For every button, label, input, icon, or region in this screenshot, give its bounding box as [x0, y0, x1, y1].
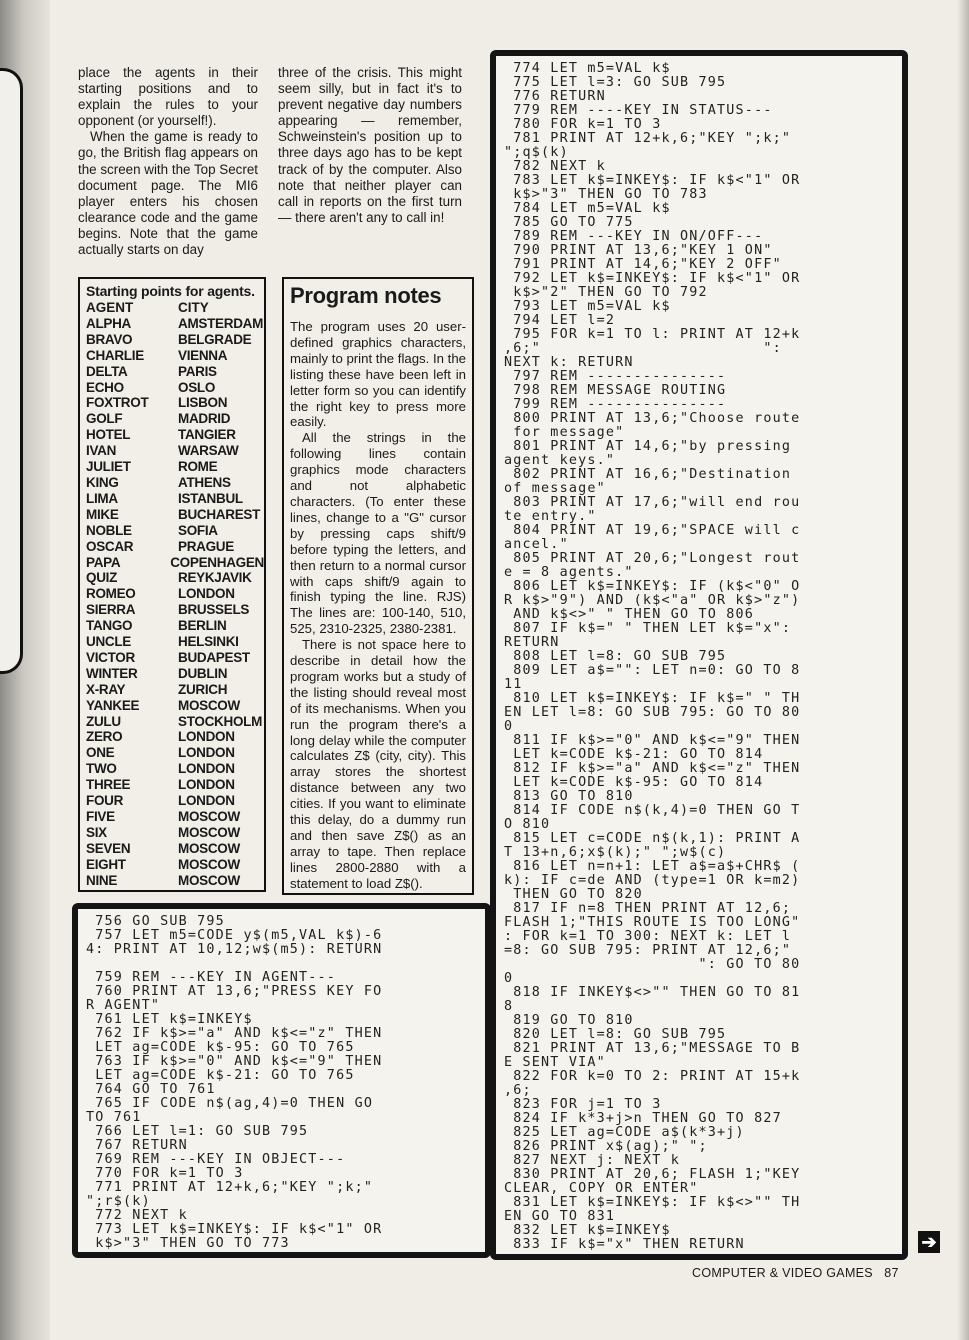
agent-city: TANGIER	[178, 427, 236, 443]
agent-city: HELSINKI	[178, 634, 239, 650]
agent-row	[86, 714, 264, 730]
agent-name: ROMEO	[86, 586, 136, 602]
agent-city: BERLIN	[178, 618, 227, 634]
agent-row	[86, 555, 264, 571]
agent-row	[86, 570, 264, 586]
agent-city: LONDON	[178, 761, 235, 777]
agent-city: COPENHAGEN	[170, 554, 264, 570]
agent-city: PRAGUE	[178, 538, 234, 554]
agent-row	[86, 523, 264, 539]
agent-row	[86, 682, 264, 698]
agent-row	[86, 348, 264, 364]
intro-column-1	[78, 65, 258, 258]
agent-row	[86, 316, 264, 332]
agent-city: SOFIA	[178, 522, 218, 538]
agent-row	[86, 459, 264, 475]
agents-table-body	[86, 316, 264, 889]
agent-name: SIERRA	[86, 602, 136, 618]
agent-name: HOTEL	[86, 427, 131, 443]
agent-name: IVAN	[86, 443, 117, 459]
previous-page-edge	[0, 68, 23, 674]
agent-city: MOSCOW	[178, 872, 240, 888]
program-notes-title: Program notes	[290, 283, 442, 308]
agent-city: LONDON	[178, 745, 235, 761]
agent-name: EIGHT	[86, 856, 126, 872]
agent-name: TWO	[86, 761, 117, 777]
agent-name: ZERO	[86, 729, 123, 745]
agent-name: BRAVO	[86, 331, 133, 347]
agent-column-header: AGENT	[86, 300, 134, 315]
agent-name: FOXTROT	[86, 395, 149, 411]
notes-paragraph: The program uses 20 user-defined graphics characters, mainly to print the flags. In the listing these have been left in letter form so you can identify the right key to press more easily.	[290, 319, 466, 430]
agent-name: NOBLE	[86, 522, 132, 538]
agent-city: BUDAPEST	[178, 649, 250, 665]
agent-name: ZULU	[86, 713, 121, 729]
agent-row	[86, 618, 264, 634]
agents-table	[78, 277, 266, 892]
agent-city: LONDON	[178, 586, 235, 602]
agent-city: BRUSSELS	[178, 602, 250, 618]
agent-name: FOUR	[86, 793, 124, 809]
notes-paragraph: All the strings in the following lines contain graphics mode characters and not alphabetic characters. (To enter these lines, change to a "G" cursor by pressing caps shift/9 before typing the letters, and then return to a normal cursor with caps shift/9 again to finish typing the line. RJS) The lines are: 100-140, 510, 525, 2310-2325, 2380-2381.	[290, 430, 466, 637]
agent-row	[86, 427, 264, 443]
agent-name: OSCAR	[86, 538, 134, 554]
agent-name: ECHO	[86, 379, 124, 395]
agent-row	[86, 602, 264, 618]
page-footer	[692, 1266, 899, 1280]
page-number: 87	[884, 1266, 899, 1280]
agent-name: QUIZ	[86, 570, 118, 586]
agent-city: VIENNA	[178, 347, 228, 363]
agent-row	[86, 809, 264, 825]
agent-name: VICTOR	[86, 649, 135, 665]
agent-city: BUCHAREST	[178, 506, 261, 522]
agent-row	[86, 761, 264, 777]
agent-row	[86, 666, 264, 682]
agent-city: ZURICH	[178, 681, 228, 697]
agent-city: MOSCOW	[178, 840, 240, 856]
agent-city: ISTANBUL	[178, 490, 243, 506]
agent-city: ROME	[178, 459, 218, 475]
agent-city: LONDON	[178, 793, 235, 809]
agent-row	[86, 698, 264, 714]
agent-name: ALPHA	[86, 315, 131, 331]
agent-name: CHARLIE	[86, 347, 144, 363]
listing-code: 756 GO SUB 795 757 LET m5=CODE y$(m5,VAL k$)-6 4: PRINT AT 10,12;w$(m5): RETURN 759 REM ---KEY IN AGENT--- 760 PRINT AT 13,6;"PRESS KEY FO R AGENT" 761 LET k$=INKEY$ 762 IF k$>="a" AND k$<="z" THEN LET ag=CODE k$-95: GO TO 765 763 IF k$>="0" AND k$<="9" THEN LET ag=CODE k$-21: GO TO 765 764 GO TO 761 765 IF CODE n$(ag,4)=0 THEN GO TO 761 766 LET l=1: GO SUB 795 767 RETURN 769 REM ---KEY IN OBJECT--- 770 FOR k=1 TO 3 771 PRINT AT 12+k,6;"KEY ";k;" ";r$(k) 772 NEXT k 773 LET k$=INKEY$: IF k$<"1" OR k$>"3" THEN GO TO 773	[86, 914, 383, 1251]
agent-row	[86, 825, 264, 841]
agent-city: MADRID	[178, 411, 231, 427]
agent-city: MOSCOW	[178, 697, 240, 713]
agent-row	[86, 364, 264, 380]
agents-table-header	[86, 300, 264, 316]
listing-code: 774 LET m5=VAL k$ 775 LET l=3: GO SUB 795 776 RETURN 779 REM ----KEY IN STATUS--- 780 FOR k=1 TO 3 781 PRINT AT 12+k,6;"KEY ";k;" ";q$(k) 782 NEXT k 783 LET k$=INKEY$: IF k$<"1" OR k$>"3" THEN GO TO 783 784 LET m5=VAL k$ 785 GO TO 775 789 REM ---KEY IN ON/OFF--- 790 PRINT AT 13,6;"KEY 1 ON" 791 PRINT AT 14,6;"KEY 2 OFF" 792 LET k$=INKEY$: IF k$<"1" OR k$>"2" THEN GO TO 792 793 LET m5=VAL k$ 794 LET l=2 795 FOR k=1 TO l: PRINT AT 12+k ,6;" ": NEXT k: RETURN 797 REM --------------- 798 REM MESSAGE ROUTING 799 REM --------------- 800 PRINT AT 13,6;"Choose route for message" 801 PRINT AT 14,6;"by pressing agent keys." 802 PRINT AT 16,6;"Destination of message" 803 PRINT AT 17,6;"will end rou te entry." 804 PRINT AT 19,6;"SPACE will c ancel." 805 PRINT AT 20,6;"Longest rout e = 8 agents." 806 LET k$=INKEY$: IF (k$<"0" O R k$>"9") AND (k$<"a" OR k$>"z") AND k$<>" " THEN GO TO 806 807 IF k$=" " THEN LET k$="x": RETURN 808 LET l=8: GO SUB 795 809 LET a$="": LET n=0: GO TO 8 11 810 LET k$=INKEY$: IF k$=" " TH EN LET l=8: GO SUB 795: GO TO 80 0 811 IF k$>="0" AND k$<="9" THEN LET k=CODE k$-21: GO TO 814 812 IF k$>="a" AND k$<="z" THEN LET k=CODE k$-95: GO TO 814 813 GO TO 810 814 IF CODE n$(k,4)=0 THEN GO T O 810 815 LET c=CODE n$(k,1): PRINT A T 13+n,6;x$(k);" ";w$(c) 816 LET n=n+1: LET a$=a$+CHR$ ( k): IF c=de AND (type=1 OR k=m2) THEN GO TO 820 817 IF n=8 THEN PRINT AT 12,6; FLASH 1;"THIS ROUTE IS TOO LONG" : FOR k=1 TO 300: NEXT k: LET l =8: GO SUB 795: PRINT AT 12,6;" ": GO TO 80 0 818 IF INKEY$<>"" THEN GO TO 81 8 819 GO TO 810 820 LET l=8: GO SUB 795 821 PRINT AT 13,6;"MESSAGE TO B E SENT VIA" 822 FOR k=0 TO 2: PRINT AT 15+k ,6; 823 FOR j=1 TO 3 824 IF k*3+j>n THEN GO TO 827 825 LET ag=CODE a$(k*3+j) 826 PRINT x$(ag);" "; 827 NEXT j: NEXT k 830 PRINT AT 20,6; FLASH 1;"KEY CLEAR, COPY OR ENTER" 831 LET k$=INKEY$: IF k$<>"" TH EN GO TO 831 832 LET k$=INKEY$ 833 IF k$="x" THEN RETURN	[504, 61, 801, 1252]
agent-name: WINTER	[86, 665, 138, 681]
intro-paragraph: When the game is ready to go, the British flag appears on the screen with the Top Secret document page. The MI6 player enters his chosen clearance code and the game begins. Note that the game actually starts on day	[78, 129, 258, 258]
agent-name: KING	[86, 474, 119, 490]
agent-row	[86, 745, 264, 761]
agent-row	[86, 634, 264, 650]
agent-city: LISBON	[178, 395, 228, 411]
agent-name: MIKE	[86, 506, 119, 522]
agent-name: ONE	[86, 745, 115, 761]
program-notes-body	[290, 319, 466, 892]
arrow-right-icon: ➔	[918, 1231, 940, 1253]
notes-paragraph: There is not space here to describe in detail how the program works but a study of the listing should reveal most of its mechanisms. When you run the program there's a long delay while the computer calculates Z$ (city, city). This array stores the shortest distance between any two cities. If you want to eliminate this delay, do a dummy run and then save Z$() as an array to tape. Then replace lines 2800-2880 with a statement to load Z$().	[290, 637, 466, 891]
agent-name: X-RAY	[86, 681, 126, 697]
agent-row	[86, 411, 264, 427]
program-listing-right	[490, 50, 908, 1260]
agent-name: FIVE	[86, 809, 115, 824]
agent-row	[86, 491, 264, 507]
agent-row	[86, 539, 264, 555]
agent-row	[86, 873, 264, 889]
agent-name: GOLF	[86, 411, 123, 427]
program-listing-left	[72, 903, 491, 1258]
agent-row	[86, 395, 264, 411]
agent-city: BELGRADE	[178, 331, 252, 347]
agent-row	[86, 443, 264, 459]
agent-city: LONDON	[178, 729, 235, 745]
agent-city: MOSCOW	[178, 809, 240, 824]
agent-row	[86, 475, 264, 491]
agent-row	[86, 380, 264, 396]
agent-name: THREE	[86, 777, 131, 793]
page-right-edge	[957, 0, 969, 1340]
agent-city: STOCKHOLM	[178, 713, 263, 729]
agent-name: DELTA	[86, 363, 128, 379]
agent-city: OSLO	[178, 379, 216, 395]
agents-table-title: Starting points for agents.	[86, 283, 255, 299]
publication-name: COMPUTER & VIDEO GAMES	[692, 1266, 873, 1280]
agent-name: UNCLE	[86, 634, 131, 650]
agent-city: WARSAW	[178, 443, 239, 459]
agent-city: MOSCOW	[178, 824, 240, 840]
program-notes-box	[282, 277, 474, 895]
agent-name: JULIET	[86, 459, 131, 475]
agent-row	[86, 729, 264, 745]
agent-name: SIX	[86, 824, 107, 840]
agent-city: AMSTERDAM	[178, 315, 264, 331]
agent-row	[86, 841, 264, 857]
agent-city: REYKJAVIK	[178, 570, 252, 586]
agent-name: YANKEE	[86, 697, 140, 713]
agent-city: PARIS	[178, 363, 217, 379]
agent-row	[86, 793, 264, 809]
agent-row	[86, 332, 264, 348]
agent-city: ATHENS	[178, 474, 231, 490]
agent-city: LONDON	[178, 777, 235, 793]
agent-name: NINE	[86, 872, 118, 888]
agent-row	[86, 777, 264, 793]
agent-row	[86, 650, 264, 666]
agent-row	[86, 586, 264, 602]
intro-paragraph: three of the crisis. This might seem silly, but in fact it's to prevent negative day numbers appearing — remember, Schweinstein's position up to three days ago has to be kept track of by the computer. Also note that neither player can call in reports on the first turn — there aren't any to call in!	[278, 65, 462, 225]
agent-name: SEVEN	[86, 840, 131, 856]
agent-row	[86, 507, 264, 523]
agent-name: TANGO	[86, 618, 133, 634]
intro-column-2	[278, 65, 462, 226]
agent-city: DUBLIN	[178, 665, 228, 681]
intro-paragraph: place the agents in their starting positions and to explain the rules to your opponent (or yourself!).	[78, 65, 258, 129]
agent-row	[86, 857, 264, 873]
city-column-header: CITY	[178, 300, 209, 315]
agent-name: LIMA	[86, 490, 118, 506]
agent-name: PAPA	[86, 554, 121, 570]
agent-city: MOSCOW	[178, 856, 240, 872]
